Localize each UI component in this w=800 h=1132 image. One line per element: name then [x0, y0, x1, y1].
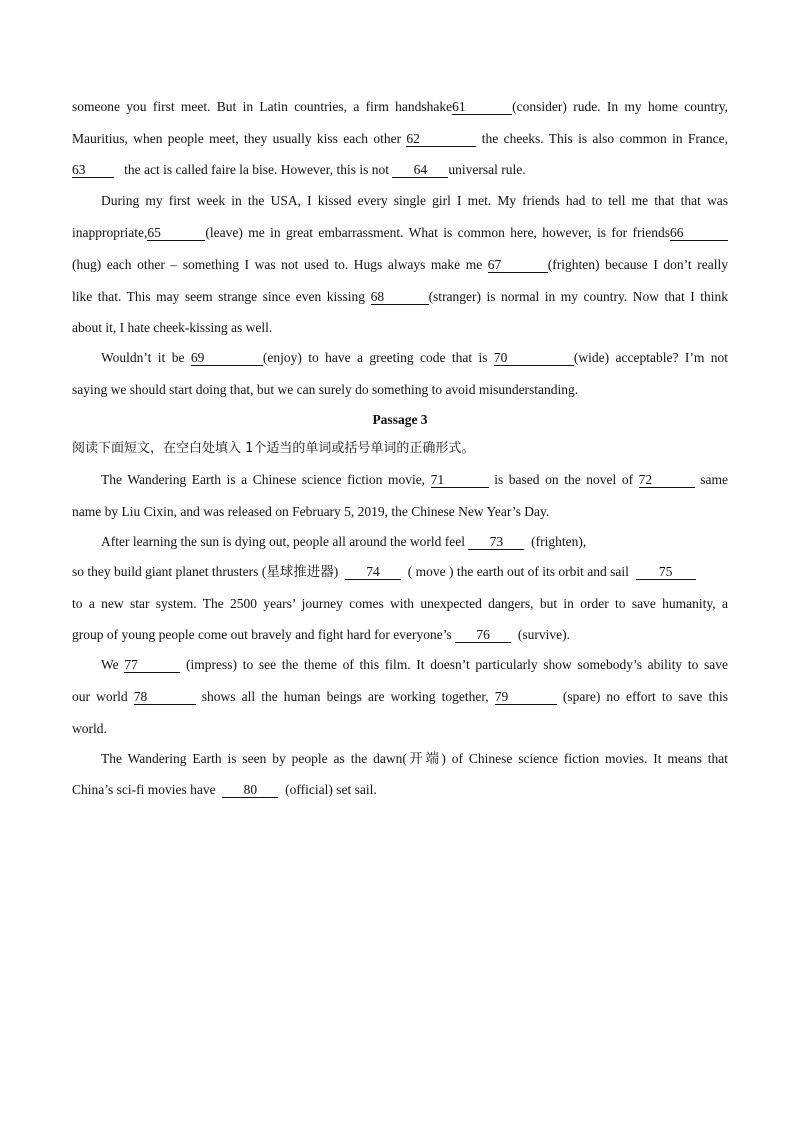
text: ( move ) the earth out of its orbit and sail: [407, 564, 629, 579]
text: (hug) each other – something I was not used to. Hugs always make me: [72, 257, 483, 272]
text: so they build giant planet thrusters (星球推进器): [72, 564, 339, 579]
p2-line-3: [72, 161, 728, 179]
p3-line-11: [72, 781, 728, 799]
text: (frighten),: [531, 534, 587, 549]
blank-74[interactable]: 74: [345, 564, 401, 580]
blank-77[interactable]: 77: [124, 657, 180, 673]
text: The Wandering Earth is a Chinese science fiction movie,: [101, 472, 426, 487]
text: like that. This may seem strange since even kissing: [72, 289, 366, 304]
blank-63[interactable]: 63: [72, 162, 114, 178]
p3-line-4: [72, 563, 728, 581]
text: shows all the human beings are working together,: [201, 689, 489, 704]
blank-79[interactable]: 79: [495, 689, 557, 705]
text: (official) set sail.: [285, 782, 377, 797]
p2-line-6: [72, 256, 728, 274]
text: The Wandering Earth is seen by people as the dawn(开端) of Chinese science fiction movies. It means that: [101, 751, 728, 766]
text: China’s sci-fi movies have: [72, 782, 216, 797]
p3-line-7: [101, 656, 728, 674]
text: (survive).: [517, 627, 570, 642]
text: (enjoy) to have a greeting code that is: [262, 350, 488, 365]
p3-line-3: [101, 533, 728, 551]
text: (stranger) is normal in my country. Now that I think: [428, 289, 728, 304]
blank-62[interactable]: 62: [406, 131, 476, 147]
text: Mauritius, when people meet, they usually kiss each other: [72, 131, 402, 146]
p3-line-5: [72, 595, 728, 613]
text: (spare) no effort to save this: [562, 689, 729, 704]
text: (impress) to see the theme of this film. It doesn’t particularly show somebody’s ability to save: [186, 657, 729, 672]
p3-line-2: [72, 503, 728, 521]
text: group of young people come out bravely and fight hard for everyone’s: [72, 627, 452, 642]
blank-68[interactable]: 68: [371, 289, 429, 305]
blank-80[interactable]: 80: [222, 782, 278, 798]
p2-line-8: [72, 319, 728, 337]
blank-71[interactable]: 71: [431, 472, 489, 488]
text: about it, I hate cheek-kissing as well.: [72, 320, 273, 335]
text: world.: [72, 721, 107, 736]
blank-73[interactable]: 73: [468, 534, 524, 550]
p2-line-2: [72, 130, 728, 148]
p3-line-6: [72, 626, 728, 644]
text: During my first week in the USA, I kissed every single girl I met. My friends had to tell me that that was: [101, 193, 728, 208]
text: same: [700, 472, 728, 487]
blank-70[interactable]: 70: [494, 350, 574, 366]
text: Wouldn’t it be: [101, 350, 185, 365]
p2-line-1: [72, 98, 728, 116]
text: our world: [72, 689, 128, 704]
blank-72[interactable]: 72: [639, 472, 695, 488]
text: saying we should start doing that, but we can surely do something to avoid misunderstanding.: [72, 382, 579, 397]
text: the cheeks. This is also common in France,: [481, 131, 729, 146]
blank-64[interactable]: 64: [392, 162, 448, 178]
text: is based on the novel of: [494, 472, 634, 487]
p3-line-9: [72, 720, 728, 738]
text: name by Liu Cixin, and was released on February 5, 2019, the Chinese New Year’s Day.: [72, 504, 550, 519]
blank-67[interactable]: 67: [488, 257, 548, 273]
text: inappropriate,: [72, 225, 148, 240]
p2-line-7: [72, 288, 728, 306]
p2-line-9: [101, 349, 728, 367]
p2-line-4: [101, 192, 728, 210]
passage-3-instruction: 阅读下面短文，在空白处填入 1个适当的单词或括号单词的正确形式。: [72, 441, 475, 456]
p3-line-10: [101, 750, 728, 768]
text: to a new star system. The 2500 years’ journey comes with unexpected dangers, but in order to save humanity, a: [72, 596, 728, 611]
text: After learning the sun is dying out, people all around the world feel: [101, 534, 466, 549]
p2-line-5: [72, 224, 728, 242]
blank-69[interactable]: 69: [191, 350, 263, 366]
blank-75[interactable]: 75: [636, 564, 696, 580]
blank-76[interactable]: 76: [455, 627, 511, 643]
blank-61[interactable]: 61: [452, 99, 512, 115]
text: universal rule.: [448, 162, 526, 177]
text: (wide) acceptable? I’m not: [573, 350, 728, 365]
text: the act is called faire la bise. However, this is not: [124, 162, 389, 177]
text: (frighten) because I don’t really: [547, 257, 728, 272]
text: (consider) rude. In my home country,: [512, 99, 728, 114]
text: (leave) me in great embarrassment. What is common here, however, is for friends: [205, 225, 670, 240]
blank-78[interactable]: 78: [134, 689, 196, 705]
p3-line-1: [101, 471, 728, 489]
blank-65[interactable]: 65: [147, 225, 205, 241]
text: someone you first meet. But in Latin countries, a firm handshake: [72, 99, 453, 114]
text: We: [101, 657, 119, 672]
passage-3-title: Passage 3: [372, 412, 428, 427]
p3-line-8: [72, 688, 728, 706]
blank-66[interactable]: 66: [670, 225, 728, 241]
p2-line-10: [72, 381, 728, 399]
